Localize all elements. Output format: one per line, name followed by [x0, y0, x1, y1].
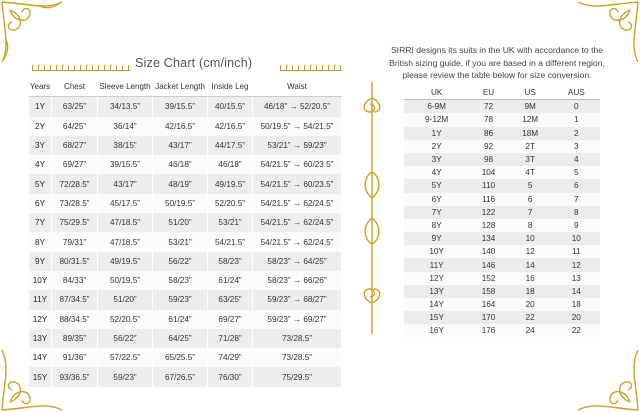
row-label-cell: 6-9M — [404, 100, 469, 114]
row-label-cell: 13Y — [29, 329, 52, 348]
table-row — [29, 117, 342, 136]
table-cell: 61/24” — [153, 310, 208, 329]
table-cell: 51/20” — [98, 290, 153, 309]
row-label-cell: 10Y — [404, 245, 469, 258]
row-label-cell: 2Y — [29, 117, 52, 136]
table-cell: 72 — [469, 100, 507, 114]
table-cell: 46/18” → 52/20.5” — [253, 97, 342, 117]
column-header: Sleeve Length — [98, 77, 153, 97]
conversion-intro: SIRRI designs its suits in the UK with accordance to the British sizing guide, if you are based in a different region, please review the table below for size conversion. — [389, 45, 605, 81]
table-cell: 74/29” — [208, 348, 253, 367]
table-cell: 34/13.5” — [98, 97, 153, 117]
row-label-cell: 8Y — [404, 219, 469, 232]
row-label-cell: 9-12M — [404, 113, 469, 126]
table-row — [29, 194, 342, 213]
table-cell: 128 — [469, 219, 507, 232]
table-cell: 158 — [469, 285, 507, 298]
table-cell: 59/23” — [153, 290, 208, 309]
table-cell: 71/28” — [208, 329, 253, 348]
table-cell: 57/22.5” — [98, 348, 153, 367]
table-cell: 16 — [508, 272, 553, 285]
column-header: Jacket Length — [153, 77, 208, 97]
table-row — [404, 193, 600, 206]
table-cell: 110 — [469, 179, 507, 192]
size-chart-title: Size Chart (cm/inch) — [135, 56, 253, 70]
table-cell: 2 — [553, 127, 600, 140]
table-cell: 54/21.5” → 60/23.5” — [253, 155, 342, 174]
table-cell: 53/21” → 59/23” — [253, 136, 342, 155]
table-row — [404, 113, 600, 126]
table-cell: 58/23” → 66/26” — [253, 271, 342, 290]
table-cell: 46/18” — [208, 155, 253, 174]
table-row — [29, 174, 342, 193]
table-cell: 0 — [553, 100, 600, 114]
table-cell: 40/15.5” — [208, 97, 253, 117]
table-row — [404, 166, 600, 179]
table-row — [404, 311, 600, 324]
table-cell: 93/36.5” — [52, 367, 98, 386]
row-label-cell: 4Y — [29, 155, 52, 174]
table-cell: 49/19.5” — [208, 174, 253, 193]
table-row — [404, 232, 600, 245]
table-cell: 18M — [508, 127, 553, 140]
table-cell: 43/17” — [98, 174, 153, 193]
row-label-cell: 11Y — [404, 258, 469, 271]
table-cell: 87/34.5” — [52, 290, 98, 309]
table-cell: 52/20.5” — [98, 310, 153, 329]
table-cell: 38/15” — [98, 136, 153, 155]
size-chart-table — [29, 77, 342, 387]
table-cell: 53/21” — [208, 213, 253, 232]
table-row — [404, 206, 600, 219]
table-cell: 10 — [508, 232, 553, 245]
table-cell: 47/18.5” — [98, 213, 153, 232]
size-chart-header — [32, 56, 342, 72]
table-cell: 12 — [553, 258, 600, 271]
table-cell: 69/27” — [208, 310, 253, 329]
column-header: UK — [404, 86, 469, 100]
table-cell: 47/18.5” — [98, 232, 153, 251]
row-label-cell: 4Y — [404, 166, 469, 179]
table-row — [29, 213, 342, 232]
table-cell: 5 — [553, 166, 600, 179]
table-cell: 51/20” — [153, 213, 208, 232]
table-cell: 6 — [553, 179, 600, 192]
table-cell: 68/27” — [52, 136, 98, 155]
table-cell: 24 — [508, 324, 553, 337]
table-cell: 58/23” → 64/25” — [253, 252, 342, 271]
table-cell: 50/19.5” — [98, 271, 153, 290]
table-row — [404, 298, 600, 311]
table-row — [404, 258, 600, 271]
table-row — [404, 179, 600, 192]
table-row — [29, 136, 342, 155]
table-cell: 18 — [508, 285, 553, 298]
table-cell: 59/23” → 69/27” — [253, 310, 342, 329]
column-header: EU — [469, 86, 507, 100]
table-cell: 140 — [469, 245, 507, 258]
table-row — [404, 100, 600, 114]
table-cell: 9 — [553, 219, 600, 232]
table-cell: 64/25” — [153, 329, 208, 348]
row-label-cell: 13Y — [404, 285, 469, 298]
table-cell: 91/36” — [52, 348, 98, 367]
table-cell: 73/28.5” — [52, 194, 98, 213]
table-row — [404, 272, 600, 285]
table-cell: 58/23” — [208, 252, 253, 271]
table-cell: 43/17” — [153, 136, 208, 155]
table-cell: 7 — [553, 193, 600, 206]
table-cell: 98 — [469, 153, 507, 166]
table-cell: 63/25” — [52, 97, 98, 117]
ruler-decoration-left — [32, 65, 130, 71]
table-cell: 20 — [553, 311, 600, 324]
table-cell: 72/28.5” — [52, 174, 98, 193]
table-cell: 13 — [553, 272, 600, 285]
row-label-cell: 3Y — [29, 136, 52, 155]
row-label-cell: 10Y — [29, 271, 52, 290]
divider-ornament — [360, 78, 384, 338]
table-cell: 86 — [469, 127, 507, 140]
table-cell: 20 — [508, 298, 553, 311]
table-cell: 46/18” — [153, 155, 208, 174]
row-label-cell: 3Y — [404, 153, 469, 166]
table-row — [404, 245, 600, 258]
table-cell: 64/25” — [52, 117, 98, 136]
row-label-cell: 8Y — [29, 232, 52, 251]
row-label-cell: 7Y — [404, 206, 469, 219]
table-cell: 78 — [469, 113, 507, 126]
table-row — [404, 140, 600, 153]
conversion-table — [404, 86, 600, 338]
table-cell: 42/16.5” — [153, 117, 208, 136]
table-row — [29, 155, 342, 174]
column-header: Chest — [52, 77, 98, 97]
table-cell: 1 — [553, 113, 600, 126]
table-cell: 11 — [553, 245, 600, 258]
row-label-cell: 1Y — [29, 97, 52, 117]
table-cell: 63/25” — [208, 290, 253, 309]
table-row — [29, 252, 342, 271]
table-cell: 39/15.5” — [153, 97, 208, 117]
table-cell: 116 — [469, 193, 507, 206]
table-cell: 54/21.5” → 62/24.5” — [253, 213, 342, 232]
table-cell: 54/21.5” → 60/23.5” — [253, 174, 342, 193]
row-label-cell: 6Y — [29, 194, 52, 213]
table-cell: 36/14” — [98, 117, 153, 136]
table-row — [404, 324, 600, 337]
table-cell: 65/25.5” — [153, 348, 208, 367]
table-row — [29, 290, 342, 309]
table-row — [29, 329, 342, 348]
table-cell: 6 — [508, 193, 553, 206]
table-row — [29, 97, 342, 117]
table-row — [29, 271, 342, 290]
table-row — [29, 310, 342, 329]
table-cell: 39/15.5” — [98, 155, 153, 174]
row-label-cell: 2Y — [404, 140, 469, 153]
column-header: Inside Leg — [208, 77, 253, 97]
table-cell: 10 — [553, 232, 600, 245]
table-cell: 56/22” — [98, 329, 153, 348]
table-row — [404, 285, 600, 298]
table-cell: 73/28.5” — [253, 329, 342, 348]
table-cell: 84/33” — [52, 271, 98, 290]
table-cell: 170 — [469, 311, 507, 324]
table-cell: 134 — [469, 232, 507, 245]
column-header: Years — [29, 77, 52, 97]
table-cell: 56/22” — [153, 252, 208, 271]
table-cell: 104 — [469, 166, 507, 179]
table-cell: 14 — [508, 258, 553, 271]
table-cell: 8 — [508, 219, 553, 232]
table-cell: 48/19” — [153, 174, 208, 193]
table-cell: 8 — [553, 206, 600, 219]
row-label-cell: 15Y — [29, 367, 52, 386]
table-cell: 54/21.5” → 62/24.5” — [253, 194, 342, 213]
table-cell: 122 — [469, 206, 507, 219]
corner-ornament-bottom-right — [570, 342, 640, 412]
table-cell: 42/16.5” — [208, 117, 253, 136]
row-label-cell: 9Y — [29, 252, 52, 271]
table-cell: 9M — [508, 100, 553, 114]
table-cell: 176 — [469, 324, 507, 337]
table-cell: 12M — [508, 113, 553, 126]
table-cell: 88/34.5” — [52, 310, 98, 329]
table-cell: 146 — [469, 258, 507, 271]
table-cell: 92 — [469, 140, 507, 153]
table-cell: 54/21.5” — [208, 232, 253, 251]
row-label-cell: 5Y — [29, 174, 52, 193]
table-cell: 22 — [553, 324, 600, 337]
column-header: AUS — [553, 86, 600, 100]
table-cell: 50/19.5” → 54/21.5” — [253, 117, 342, 136]
table-cell: 4T — [508, 166, 553, 179]
row-label-cell: 14Y — [29, 348, 52, 367]
table-cell: 18 — [553, 298, 600, 311]
table-cell: 22 — [508, 311, 553, 324]
table-cell: 80/31.5” — [52, 252, 98, 271]
table-row — [29, 232, 342, 251]
table-cell: 2T — [508, 140, 553, 153]
table-row — [29, 367, 342, 386]
table-cell: 50/19.5” — [153, 194, 208, 213]
column-header: Waist — [253, 77, 342, 97]
table-cell: 59/23” — [98, 367, 153, 386]
table-cell: 79/31” — [52, 232, 98, 251]
row-label-cell: 9Y — [404, 232, 469, 245]
table-cell: 3T — [508, 153, 553, 166]
table-cell: 54/21.5” → 62/24.5” — [253, 232, 342, 251]
table-cell: 67/26.5” — [153, 367, 208, 386]
table-cell: 59/23” → 68/27” — [253, 290, 342, 309]
table-cell: 69/27” — [52, 155, 98, 174]
table-cell: 52/20.5” — [208, 194, 253, 213]
row-label-cell: 7Y — [29, 213, 52, 232]
row-label-cell: 15Y — [404, 311, 469, 324]
table-row — [404, 153, 600, 166]
table-cell: 53/21” — [153, 232, 208, 251]
table-cell: 58/23” — [153, 271, 208, 290]
table-cell: 14 — [553, 285, 600, 298]
table-row — [29, 348, 342, 367]
table-cell: 7 — [508, 206, 553, 219]
table-cell: 3 — [553, 140, 600, 153]
table-cell: 61/24” — [208, 271, 253, 290]
row-label-cell: 14Y — [404, 298, 469, 311]
table-cell: 5 — [508, 179, 553, 192]
row-label-cell: 16Y — [404, 324, 469, 337]
table-cell: 75/29.5” — [253, 367, 342, 386]
table-cell: 164 — [469, 298, 507, 311]
table-cell: 152 — [469, 272, 507, 285]
row-label-cell: 12Y — [404, 272, 469, 285]
table-cell: 75/29.5” — [52, 213, 98, 232]
row-label-cell: 5Y — [404, 179, 469, 192]
table-cell: 12 — [508, 245, 553, 258]
table-cell: 49/19.5” — [98, 252, 153, 271]
table-cell: 45/17.5” — [98, 194, 153, 213]
table-cell: 73/28.5” — [253, 348, 342, 367]
row-label-cell: 6Y — [404, 193, 469, 206]
table-cell: 44/17.5” — [208, 136, 253, 155]
row-label-cell: 1Y — [404, 127, 469, 140]
row-label-cell: 12Y — [29, 310, 52, 329]
table-row — [404, 219, 600, 232]
table-cell: 4 — [553, 153, 600, 166]
table-cell: 89/35” — [52, 329, 98, 348]
ruler-decoration-right — [280, 65, 342, 71]
row-label-cell: 11Y — [29, 290, 52, 309]
table-cell: 76/30” — [208, 367, 253, 386]
table-row — [404, 127, 600, 140]
column-header: US — [508, 86, 553, 100]
